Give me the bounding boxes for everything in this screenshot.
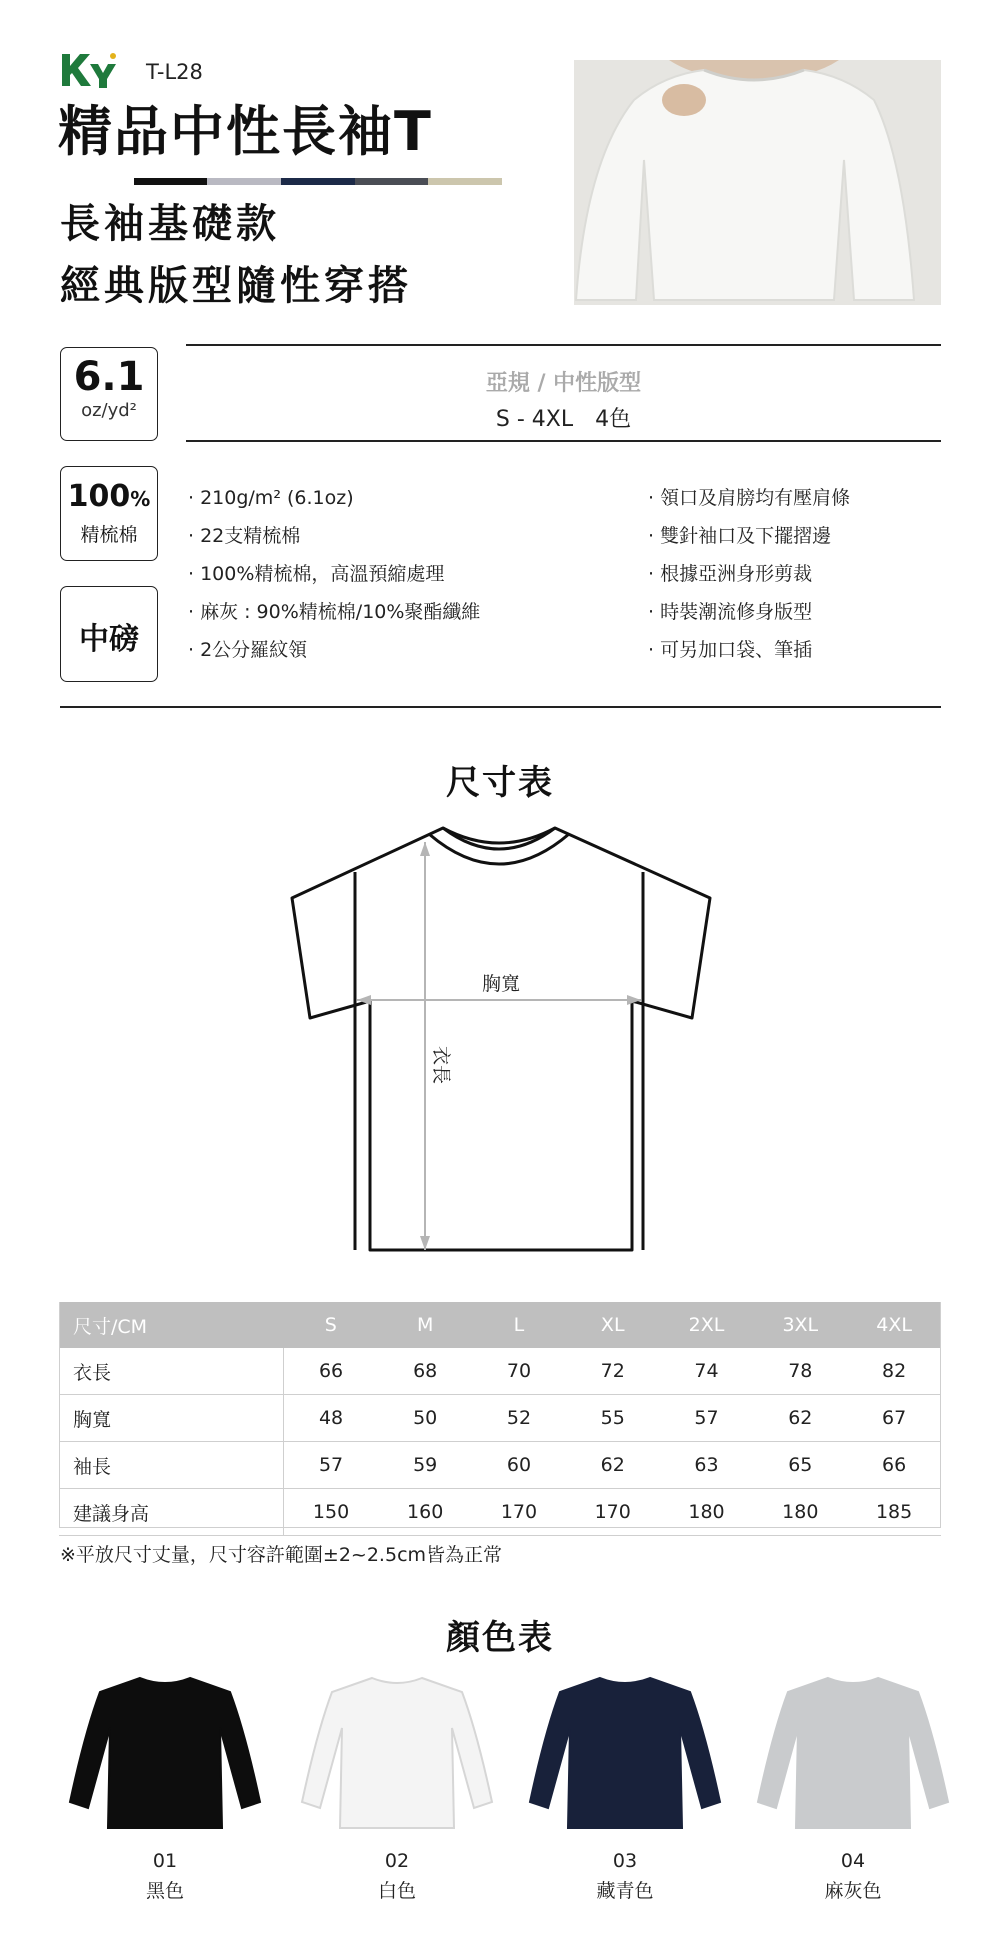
table-row — [59, 1395, 941, 1442]
tshirt-white-icon — [297, 1670, 497, 1830]
color-bar-segment — [134, 178, 208, 185]
divider-section — [60, 706, 941, 708]
divider-top — [186, 344, 941, 346]
weight-class: 中磅 — [79, 622, 139, 657]
row-label: 衣長 — [59, 1348, 283, 1395]
shirt-measurement-diagram — [255, 820, 745, 1260]
size-table — [59, 1302, 941, 1536]
feature-item: · 時裝潮流修身版型 — [648, 601, 813, 623]
table-cell: 185 — [847, 1489, 941, 1536]
color-bar-segment — [355, 178, 429, 185]
table-cell: 52 — [472, 1395, 566, 1442]
table-cell: 170 — [472, 1489, 566, 1536]
color-bar-segment — [428, 178, 502, 185]
tshirt-navy-icon — [525, 1670, 725, 1830]
color-name: 藏青色 — [596, 1880, 654, 1902]
measurement-note: ※平放尺寸丈量，尺寸容許範圍±2~2.5cm皆為正常 — [60, 1544, 503, 1566]
table-row — [59, 1442, 941, 1489]
table-cell: 57 — [283, 1442, 378, 1489]
subtitle-style: 經典版型隨性穿搭 — [60, 263, 412, 309]
header-cell: S — [283, 1302, 378, 1348]
table-cell: 78 — [753, 1348, 847, 1395]
feature-item: · 雙針袖口及下擺摺邊 — [648, 525, 832, 547]
color-swatch-navy[interactable] — [520, 1670, 730, 1903]
table-cell: 59 — [378, 1442, 472, 1489]
row-label: 建議身高 — [59, 1489, 283, 1536]
brand-logo — [60, 50, 122, 90]
table-cell: 160 — [378, 1489, 472, 1536]
cotton-percent-value: 100 — [67, 479, 131, 514]
color-name: 麻灰色 — [824, 1880, 882, 1902]
table-row — [59, 1489, 941, 1536]
table-cell: 62 — [753, 1395, 847, 1442]
diagram-chest-label: 胸寬 — [481, 973, 521, 995]
color-code: 01 — [152, 1850, 178, 1872]
feature-list-right — [648, 479, 850, 669]
size-range: S - 4XL 4色 — [495, 407, 632, 432]
cotton-label: 精梳棉 — [80, 524, 138, 546]
color-swatch-black[interactable] — [60, 1670, 270, 1903]
feature-item: · 可另加口袋、筆插 — [648, 639, 813, 661]
tshirt-gray-icon — [753, 1670, 953, 1830]
fabric-weight-unit: oz/yd² — [81, 400, 137, 421]
feature-item: · 210g/m² (6.1oz) — [188, 487, 354, 509]
table-cell: 67 — [847, 1395, 941, 1442]
fabric-weight-box — [60, 347, 158, 441]
table-cell: 62 — [566, 1442, 660, 1489]
table-cell: 74 — [660, 1348, 754, 1395]
table-cell: 70 — [472, 1348, 566, 1395]
feature-item: · 22支精梳棉 — [188, 525, 301, 547]
product-title: 精品中性長袖T — [58, 100, 433, 163]
table-cell: 180 — [753, 1489, 847, 1536]
table-cell: 82 — [847, 1348, 941, 1395]
feature-list-left — [188, 479, 480, 669]
feature-item: · 根據亞洲身形剪裁 — [648, 563, 813, 585]
color-swatch-white[interactable] — [292, 1670, 502, 1903]
fit-type: 亞規 / 中性版型 — [485, 371, 642, 396]
model-number: T-L28 — [146, 60, 203, 84]
cotton-percent-box — [60, 466, 158, 561]
table-cell: 63 — [660, 1442, 754, 1489]
row-label: 袖長 — [59, 1442, 283, 1489]
color-bar-segment — [60, 178, 134, 185]
weight-class-box — [60, 586, 158, 682]
row-label: 胸寬 — [59, 1395, 283, 1442]
header-cell: 2XL — [660, 1302, 754, 1348]
color-code: 02 — [384, 1850, 410, 1872]
color-code: 04 — [840, 1850, 866, 1872]
cotton-percent-sign: % — [130, 487, 151, 511]
color-chart-title: 顏色表 — [446, 1618, 554, 1658]
table-row — [59, 1348, 941, 1395]
feature-item: · 領口及肩膀均有壓肩條 — [648, 487, 851, 509]
color-bar-segment — [281, 178, 355, 185]
model-photo — [574, 60, 941, 305]
table-cell: 65 — [753, 1442, 847, 1489]
size-chart-title: 尺寸表 — [446, 763, 554, 803]
table-cell: 180 — [660, 1489, 754, 1536]
feature-item: · 2公分羅紋領 — [188, 639, 308, 661]
table-cell: 68 — [378, 1348, 472, 1395]
header-cell: 尺寸/CM — [59, 1302, 283, 1348]
fabric-weight-value: 6.1 — [73, 354, 145, 400]
header-cell: 4XL — [847, 1302, 941, 1348]
tshirt-black-icon — [65, 1670, 265, 1830]
feature-item: · 100%精梳棉，高溫預縮處理 — [188, 563, 445, 585]
feature-item: · 麻灰 : 90%精梳棉/10%聚酯纖維 — [188, 601, 481, 623]
divider-mid — [186, 440, 941, 442]
size-table-header — [59, 1302, 941, 1348]
diagram-length-label: 衣長 — [430, 1045, 452, 1085]
table-cell: 57 — [660, 1395, 754, 1442]
color-name: 白色 — [377, 1880, 416, 1902]
color-swatch-heather-gray[interactable] — [748, 1670, 958, 1903]
header-cell: XL — [566, 1302, 660, 1348]
color-code: 03 — [612, 1850, 638, 1872]
header-cell: 3XL — [753, 1302, 847, 1348]
table-cell: 66 — [847, 1442, 941, 1489]
table-cell: 72 — [566, 1348, 660, 1395]
table-cell: 150 — [283, 1489, 378, 1536]
table-cell: 170 — [566, 1489, 660, 1536]
table-cell: 55 — [566, 1395, 660, 1442]
color-bar-segment — [207, 178, 281, 185]
color-name: 黑色 — [145, 1880, 184, 1902]
table-cell: 48 — [283, 1395, 378, 1442]
table-cell: 50 — [378, 1395, 472, 1442]
table-cell: 60 — [472, 1442, 566, 1489]
header-cell: L — [472, 1302, 566, 1348]
subtitle-basic: 長袖基礎款 — [60, 201, 280, 247]
table-cell: 66 — [283, 1348, 378, 1395]
header-cell: M — [378, 1302, 472, 1348]
color-bar — [60, 178, 502, 185]
